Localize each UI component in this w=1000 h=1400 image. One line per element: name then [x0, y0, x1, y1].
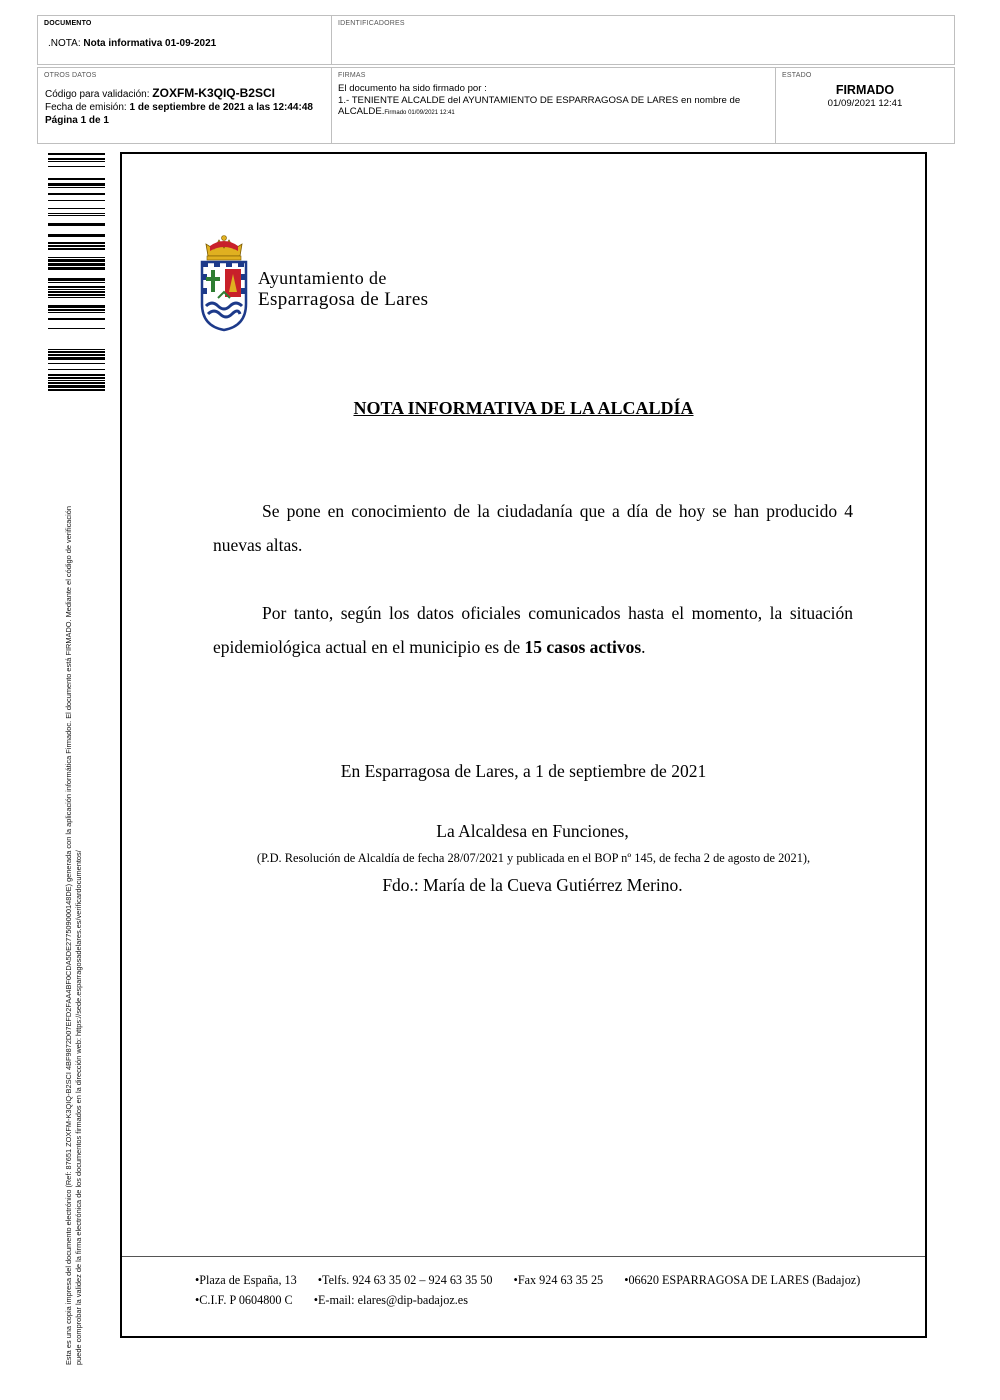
organization-line2: Esparragosa de Lares: [258, 289, 429, 310]
firmas-content: [338, 83, 769, 120]
firmas-signed-date: Firmado 01/09/2021 12:41: [384, 110, 455, 116]
footer-cif: •C.I.F. P 0604800 C: [195, 1293, 293, 1307]
otros-datos-cell: [38, 68, 331, 143]
barcode-icon: [48, 153, 105, 393]
signature-delegation: (P.D. Resolución de Alcaldía de fecha 28/07/2021 y publicada en el BOP nº 145, de fecha 2 de agosto de 2021),: [256, 851, 811, 865]
footer-contact: [195, 1270, 878, 1310]
firmas-cell: [331, 68, 775, 143]
coat-of-arms-icon: [198, 234, 250, 332]
document-title: [48, 38, 216, 49]
footer-postal: •06620 ESPARRAGOSA DE LARES (Badajoz): [624, 1273, 861, 1287]
page-count: Página 1 de 1: [45, 115, 109, 126]
validation-code-label: Código para validación:: [45, 89, 150, 100]
estado-label: ESTADO: [782, 72, 812, 79]
footer-address: •Plaza de España, 13: [195, 1273, 297, 1287]
footer-fax: •Fax 924 63 35 25: [513, 1273, 604, 1287]
otros-datos-label: OTROS DATOS: [44, 72, 97, 79]
firmas-label: FIRMAS: [338, 72, 366, 79]
footer-divider: [122, 1256, 925, 1257]
status-badge: FIRMADO: [835, 83, 895, 97]
firmas-line1: El documento ha sido firmado por :: [338, 83, 487, 94]
organization-name: [258, 267, 428, 311]
signature-role: La Alcaldesa en Funciones,: [436, 821, 629, 841]
identificadores-cell: [331, 16, 954, 64]
identificadores-label: IDENTIFICADORES: [338, 20, 405, 27]
documento-cell: [38, 16, 331, 64]
issue-date: 1 de septiembre de 2021 a las 12:44:48: [129, 102, 313, 113]
paragraph-2: [213, 596, 853, 664]
paragraph-2-end: .: [641, 637, 646, 657]
signature-name: Fdo.: María de la Cueva Gutiérrez Merino.: [382, 875, 683, 895]
validation-code: ZOXFM-K3QIQ-B2SCI: [152, 86, 275, 100]
place-and-date: En Esparragosa de Lares, a 1 de septiembre de 2021: [340, 761, 707, 781]
estado-cell: [775, 68, 954, 143]
footer-phones: •Telfs. 924 63 35 02 – 924 63 35 50: [317, 1273, 493, 1287]
issue-date-label: Fecha de emisión:: [45, 102, 127, 113]
otros-datos-content: [45, 87, 313, 127]
page-title: NOTA INFORMATIVA DE LA ALCALDÍA: [353, 398, 694, 418]
documento-label: DOCUMENTO: [44, 20, 92, 27]
verification-side-note: [64, 400, 83, 1365]
paragraph-1: Se pone en conocimiento de la ciudadanía que a día de hoy se han producido 4 nuevas altas.: [213, 501, 853, 555]
side-note-line2: puede comprobar la validez de la firma electrónica de los documentos firmados en la dirección web: https://sede.esparragosadelares.es/verificardocumentos/: [73, 850, 83, 1365]
paragraph-2-text: Por tanto, según los datos oficiales comunicados hasta el momento, la situación epidemiológica actual en el municipio es de: [213, 603, 853, 657]
header-row-data: [37, 67, 955, 144]
active-cases: 15 casos activos: [524, 637, 642, 657]
side-note-line1: Esta es una copia impresa del documento electrónico (Ref: 87651 ZOXFM-K3QIQ-B2SCI 4BF9872D07EFD2FAA4BF0CDA5DE277509000148DE) generada con la aplicación informática Firmadoc. El documento está FIRMADO. Mediante el código de verificación: [64, 506, 73, 1365]
firmas-line2: 1.- TENIENTE ALCALDE del AYUNTAMIENTO DE ESPARRAGOSA DE LARES en nombre de ALCALDE.: [338, 94, 741, 117]
organization-line1: Ayuntamiento de: [258, 268, 387, 288]
document-page: [120, 152, 927, 1338]
document-name: Nota informativa 01-09-2021: [83, 38, 217, 49]
status-date: 01/09/2021 12:41: [827, 98, 903, 109]
footer-email[interactable]: •E-mail: elares@dip-badajoz.es: [313, 1293, 468, 1307]
header-row-document: [37, 15, 955, 65]
document-prefix: .NOTA:: [48, 38, 81, 49]
